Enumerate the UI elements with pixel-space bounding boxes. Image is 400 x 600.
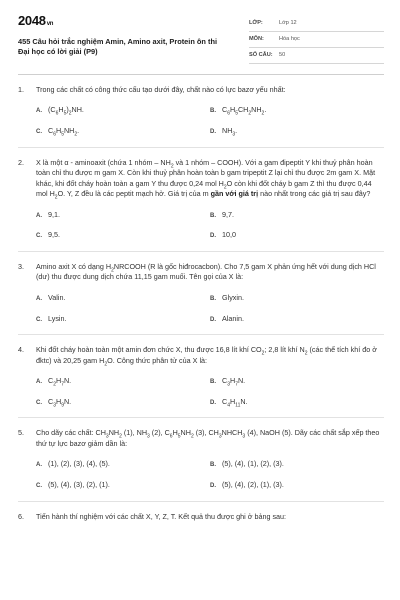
answer-option[interactable] [210,314,384,325]
option-text: (5), (4), (1), (2), (3). [222,459,284,469]
answer-option[interactable] [210,126,384,137]
option-letter: B. [210,295,216,302]
option-letter: A. [36,108,42,115]
question-divider [18,251,384,252]
meta-label: LỚP: [249,20,263,27]
answer-option[interactable] [210,293,384,304]
page-header [18,12,384,72]
question-text: Amino axit X có dạng $H_2NRCOOH$ (R là gốc hiđrocacbon). Cho 7,5 gam X phản ứng hết với dung dịch HCl (dư) thu được dung dịch chứa 11,15 gam muối. Tên gọi của X là: [36,261,376,282]
question-stem [18,428,384,449]
question-5 [18,428,384,501]
question-number: 3. [18,261,24,271]
question-divider [18,417,384,418]
answer-option[interactable] [36,459,210,470]
question-divider [18,334,384,335]
option-text: Valin. [48,292,66,302]
question-3 [18,262,384,335]
question-text: Cho dãy các chất: $CH_3NH_2$ (1), $NH_3$ (2), $C_6H_5NH_2$ (3), $CH_3NHCH_3$ (4), NaOH (5). Dãy các chất sắp xếp theo thứ tự lực bazơ giảm dần là: [36,428,380,448]
answer-option[interactable] [36,105,210,116]
option-text: (5), (4), (3), (2), (1). [48,480,110,489]
question-number: 1. [18,85,24,94]
option-text: $NH_3$. [222,126,238,138]
header-left [18,12,228,57]
option-letter: B. [210,108,216,115]
question-6 [18,512,384,522]
question-1 [18,85,384,148]
option-text: 9,5. [48,230,60,240]
question-divider [18,501,384,502]
answer-option[interactable] [210,397,384,408]
option-text: Lysin. [48,313,67,323]
option-text: $C_3H_9N$. [48,396,72,409]
meta-row-class [249,16,384,32]
meta-row-subject [249,32,384,48]
option-letter: C. [36,233,42,240]
option-text: $C_6H_5CH_2NH_2$. [222,105,267,117]
option-text: 9,7. [222,209,234,219]
question-4 [18,345,384,418]
meta-label: MÔN: [249,36,264,43]
option-text: (5), (4), (2), (1), (3). [222,480,284,489]
answer-options [18,459,384,490]
option-text: (1), (2), (3), (4), (5). [48,459,110,469]
question-stem [18,158,384,200]
option-text: $C_3H_7N$. [222,376,246,388]
answer-option[interactable] [210,376,384,387]
answer-option[interactable] [210,105,384,116]
option-text: 10,0 [222,230,236,240]
option-letter: D. [210,483,216,489]
question-2 [18,158,384,252]
site-logo[interactable]: 2048vn [18,13,54,28]
option-text: 9,1. [48,209,60,219]
question-stem [18,345,384,366]
option-letter: A. [36,379,42,386]
meta-label: SỐ CÂU: [249,52,273,59]
option-letter: A. [36,212,42,219]
option-letter: D. [210,399,216,406]
option-letter: C. [36,483,42,489]
option-letter: B. [210,212,216,219]
meta-row-question-count [249,48,384,64]
option-letter: A. [36,462,42,469]
answer-option[interactable] [36,230,210,241]
option-letter: B. [210,379,216,386]
answer-option[interactable] [36,314,210,325]
option-text: $C_4H_{11}N$. [222,396,248,409]
answer-options [18,105,384,136]
question-stem [18,85,384,95]
option-letter: C. [36,316,42,323]
question-stem [18,262,384,283]
answer-option[interactable] [36,376,210,387]
option-letter: B. [210,462,216,469]
question-text: Trong các chất có công thức cấu tạo dưới đây, chất nào có lực bazơ yếu nhất: [36,85,286,94]
option-text: $C_6H_5NH_2$. [48,126,80,138]
option-text: $C_2H_7N$. [48,376,72,388]
option-letter: A. [36,295,42,302]
document-meta [249,16,384,64]
meta-value: 50 [279,52,286,59]
question-number: 2. [18,157,24,167]
question-divider [18,147,384,148]
answer-option[interactable] [36,397,210,408]
option-text: $(C_6H_5)_2NH$. [48,105,84,117]
answer-option[interactable] [210,210,384,221]
question-text: Tiến hành thí nghiệm với các chất X, Y, Z, T. Kết quả thu được ghi ở bảng sau: [36,511,287,521]
answer-options [18,293,384,324]
answer-option[interactable] [36,210,210,221]
answer-option[interactable] [210,230,384,241]
answer-option[interactable] [36,480,210,491]
meta-value: Lớp 12 [279,20,297,27]
option-letter: D. [210,129,216,136]
question-number: 5. [18,428,24,438]
question-stem [18,512,384,522]
answer-options [18,376,384,407]
option-text: Glyxin. [222,292,244,302]
option-text: Alanin. [222,313,244,323]
option-letter: D. [210,316,216,323]
question-text: X là một α - aminoaxit (chứa 1 nhóm – $NH_2$ và 1 nhóm – COOH). Với a gam đipeptit Y khi thuỷ phân hoàn toàn chỉ thu được m gam X. Còn khi thuỷ phân hoàn toàn b gam tripeptit Z lại chỉ thu được 2m gam X. Mặt khác, khi đốt cháy hoàn toàn a gam Y thu được 0,24 mol $H_2O$ còn khi đốt cháy b gam Z thì thu được 0,44 mol $H_2O$. Y, Z đều là các peptit mạch hở. Giá trị của m gần với giá trị nào nhất trong các giá trị sau đây? [36,157,376,201]
question-number: 4. [18,345,24,355]
meta-value: Hóa học [279,36,300,43]
answer-option[interactable] [210,459,384,470]
answer-options [18,210,384,241]
question-number: 6. [18,511,24,521]
document-title: 455 Câu hỏi trắc nghiệm Amin, Amino axit, Protein ôn thi Đại học có lời giải (P9) [18,36,218,56]
answer-option[interactable] [210,480,384,491]
option-letter: C. [36,399,42,406]
answer-option[interactable] [36,126,210,137]
option-letter: D. [210,233,216,240]
answer-option[interactable] [36,293,210,304]
question-text: Khi đốt cháy hoàn toàn một amin đơn chức X, thu được 16,8 lít khí $CO_2$; 2,8 lít khí $N_2$ (các thể tích khí đo ở đktc) và 20,25 gam $H_2O$. Công thức phân tử của X là: [36,345,377,368]
question-list [18,85,384,522]
option-letter: C. [36,129,42,136]
header-divider [18,74,384,75]
